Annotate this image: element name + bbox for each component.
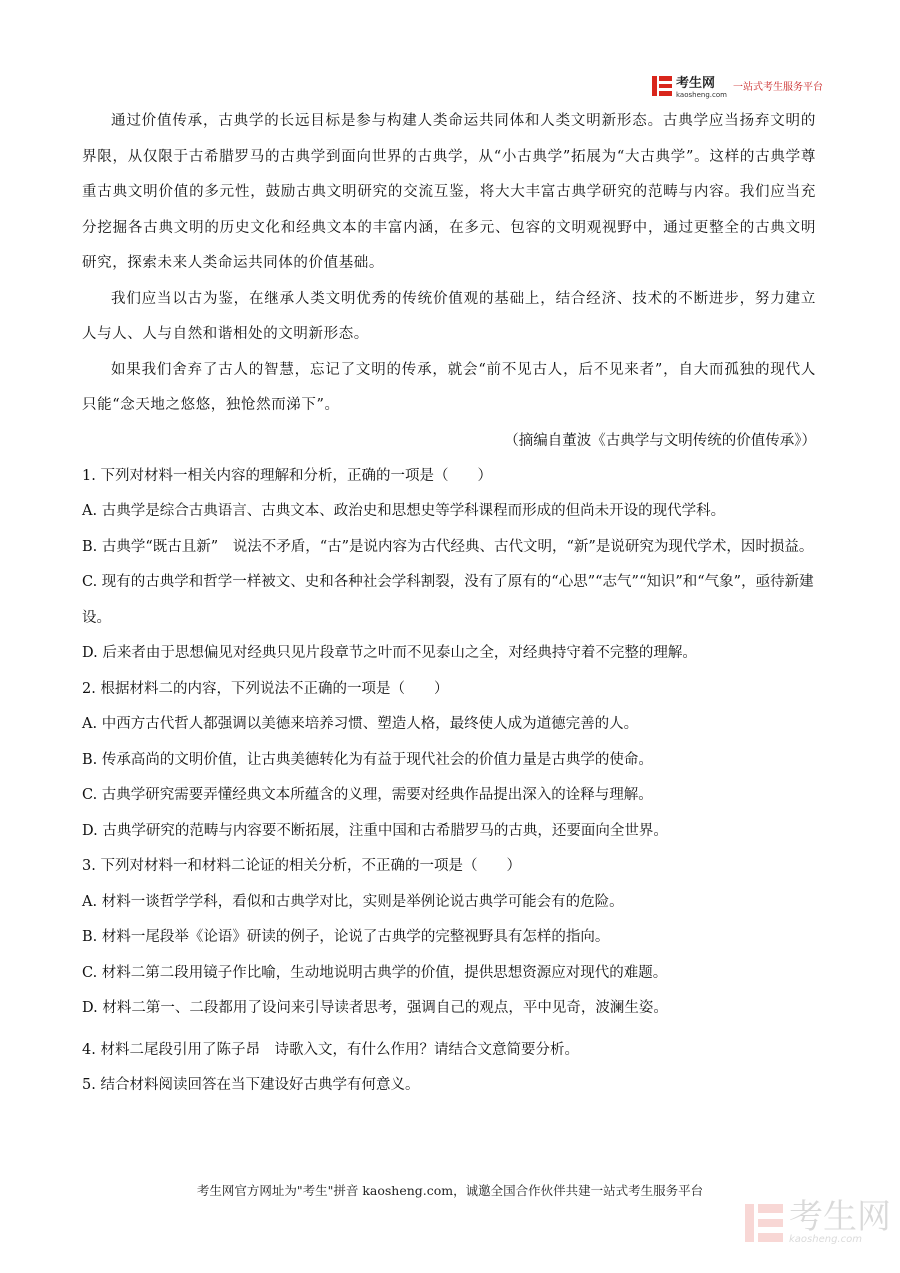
- question-4: 4. 材料二尾段引用了陈子昂 诗歌入文，有什么作用？请结合文意简要分析。: [82, 1041, 579, 1058]
- question-5: 5. 结合材料阅读回答在当下建设好古典学有何意义。: [82, 1077, 420, 1093]
- question-3-option-a: A. 材料一谈哲学学科，看似和古典学对比，实则是举例论说古典学可能会有的危险。: [82, 893, 624, 910]
- watermark-logo-icon: [745, 1204, 783, 1242]
- question-1-option-c: C. 现有的古典学和哲学一样被文、史和各种社会学科割裂，没有了原有的“心思”“志气”“知识”和“气象”，亟待新建设。: [82, 574, 814, 626]
- question-2-option-a: A. 中西方古代哲人都强调以美德来培养习惯、塑造人格，最终使人成为道德完善的人。: [82, 716, 639, 732]
- question-1-option-a: A. 古典学是综合古典语言、古典文本、政治史和思想史等学科课程而形成的但尚未开设的现代学科。: [82, 503, 726, 519]
- logo-icon: [652, 76, 672, 96]
- logo-slogan: 一站式考生服务平台: [732, 82, 823, 93]
- logo-text: [676, 72, 727, 99]
- question-3-option-c: C. 材料二第二段用镜子作比喻，生动地说明古典学的价值，提供思想资源应对现代的难题。: [82, 964, 668, 981]
- page-footer: 考生网官方网址为"考生"拼音 kaosheng.com，诚邀全国合作伙伴共建一站式考生服务平台: [196, 1183, 704, 1198]
- header-logo: [652, 72, 823, 99]
- question-2-stem: 2. 根据材料二的内容，下列说法不正确的一项是（ ）: [82, 680, 449, 697]
- question-1-option-d: D. 后来者由于思想偏见对经典只见片段章节之叶而不见泰山之全，对经典持守着不完整的理解。: [82, 645, 697, 661]
- question-2-option-d: D. 古典学研究的范畴与内容要不断拓展，注重中国和古希腊罗马的古典，还要面向全世界。: [82, 822, 668, 839]
- document-body: [82, 104, 816, 1104]
- question-3-option-b: B. 材料一尾段举《论语》研读的例子，论说了古典学的完整视野具有怎样的指向。: [82, 929, 610, 945]
- question-3-stem: 3. 下列对材料一和材料二论证的相关分析，不正确的一项是（ ）: [82, 858, 521, 874]
- passage-paragraph-2: 我们应当以古为鉴，在继承人类文明优秀的传统价值观的基础上，结合经济、技术的不断进步，努力建立人与人、人与自然和谐相处的文明新形态。: [82, 290, 816, 342]
- watermark: [745, 1197, 891, 1245]
- question-1-option-b: B. 古典学“既古且新” 说法不矛盾，“古”是说内容为古代经典、古代文明，“新”是说研究为现代学术，因时损益。: [82, 538, 814, 555]
- question-2-option-b: B. 传承高尚的文明价值，让古典美德转化为有益于现代社会的价值力量是古典学的使命。: [82, 751, 653, 768]
- question-3-option-d: D. 材料二第一、二段都用了设问来引导读者思考，强调自己的观点，平中见奇，波澜生姿。: [82, 1000, 668, 1016]
- watermark-text: [789, 1197, 891, 1245]
- logo-brand: 考生网: [676, 76, 716, 91]
- passage-paragraph-1: 通过价值传承，古典学的长远目标是参与构建人类命运共同体和人类文明新形态。古典学应当扬弃文明的界限，从仅限于古希腊罗马的古典学到面向世界的古典学，从“小古典学”拓展为“大古典学”。这样的古典学尊重古典文明价值的多元性，鼓励古典文明研究的交流互鉴，将大大丰富古典学研究的范畴与内容。我们应当充分挖掘各古典文明的历史文化和经典文本的丰富内涵，在多元、包容的文明观视野中，通过更整全的古典文明研究，探索未来人类命运共同体的价值基础。: [82, 113, 816, 271]
- question-1-stem: 1. 下列对材料一相关内容的理解和分析，正确的一项是（ ）: [82, 467, 492, 484]
- logo-domain: kaosheng.com: [676, 91, 727, 99]
- passage-source: （摘编自董波《古典学与文明传统的价值传承》）: [504, 432, 816, 449]
- passage-paragraph-3: 如果我们舍弃了古人的智慧，忘记了文明的传承，就会“前不见古人，后不见来者”，自大而孤独的现代人只能“念天地之悠悠，独怆然而涕下”。: [82, 361, 816, 413]
- question-2-option-c: C. 古典学研究需要弄懂经典文本所蕴含的义理，需要对经典作品提出深入的诠释与理解。: [82, 787, 653, 803]
- watermark-domain: kaosheng.com: [789, 1234, 862, 1245]
- watermark-brand: 考生网: [789, 1197, 891, 1237]
